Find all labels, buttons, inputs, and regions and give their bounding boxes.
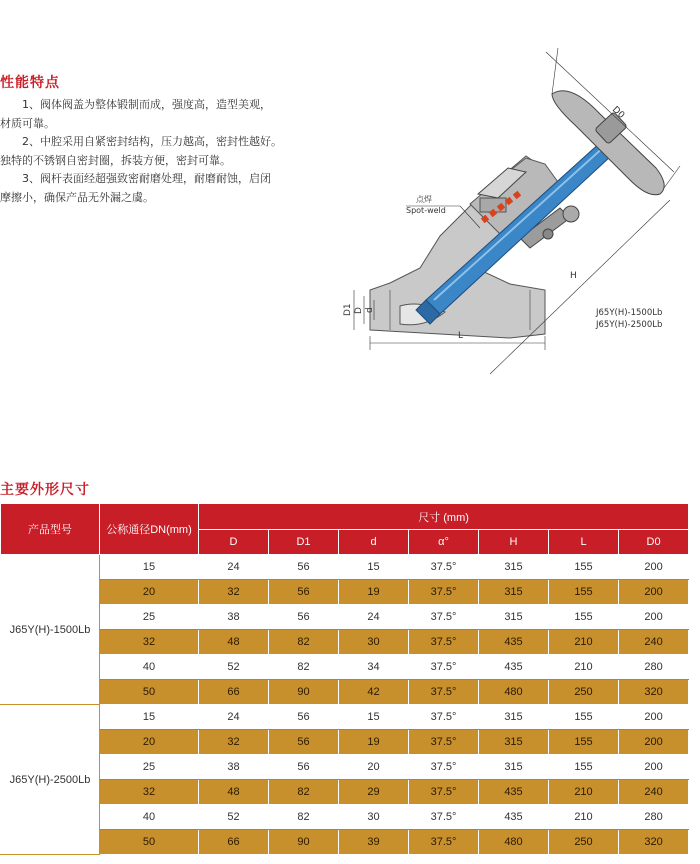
spot-weld-cn-label: 点焊 [416, 195, 432, 204]
cell-a: 37.5° [409, 705, 479, 730]
cell-l: 210 [549, 630, 619, 655]
table-row [1, 830, 689, 855]
cell-d: 20 [339, 755, 409, 780]
cell-d: 34 [339, 655, 409, 680]
cell-l: 155 [549, 580, 619, 605]
cell-d: 52 [199, 655, 269, 680]
model-cell: J65Y(H)-2500Lb [1, 705, 100, 855]
cell-l: 210 [549, 655, 619, 680]
cell-h: 435 [479, 780, 549, 805]
cell-d: 66 [199, 830, 269, 855]
cell-d1: 56 [269, 705, 339, 730]
model-label-1500: J65Y(H)-1500Lb [596, 308, 663, 318]
feature-line: 2、中腔采用自紧密封结构，压力越高，密封性越好。 [22, 135, 282, 149]
cell-d: 48 [199, 630, 269, 655]
feature-line: 摩擦小，确保产品无外漏之虞。 [0, 190, 154, 204]
table-row [1, 555, 689, 580]
cell-d: 19 [339, 580, 409, 605]
d0-label: D0 [609, 104, 627, 121]
cell-d1: 56 [269, 580, 339, 605]
cell-l: 155 [549, 755, 619, 780]
cell-h: 480 [479, 680, 549, 705]
d-inner-label: d [365, 307, 375, 313]
cell-d: 15 [339, 555, 409, 580]
cell-h: 315 [479, 580, 549, 605]
cell-d: 32 [199, 580, 269, 605]
cell-d0: 280 [619, 655, 689, 680]
cell-d0: 200 [619, 580, 689, 605]
cell-dn: 50 [100, 830, 199, 855]
cell-d0: 200 [619, 705, 689, 730]
cell-h: 435 [479, 805, 549, 830]
cell-a: 37.5° [409, 605, 479, 630]
d-outer-label: D [354, 307, 364, 314]
features-title: 性能特点 [0, 75, 60, 91]
header-model: 产品型号 [1, 504, 100, 555]
table-row [1, 780, 689, 805]
cell-h: 435 [479, 655, 549, 680]
cell-h: 315 [479, 705, 549, 730]
cell-dn: 50 [100, 680, 199, 705]
cell-d: 30 [339, 805, 409, 830]
cell-a: 37.5° [409, 580, 479, 605]
col-header: D [199, 530, 269, 555]
cell-d: 42 [339, 680, 409, 705]
dimensions-table [0, 503, 689, 855]
cell-l: 210 [549, 780, 619, 805]
cell-l: 250 [549, 830, 619, 855]
valve-diagram [330, 38, 700, 383]
h-label: H [570, 271, 577, 281]
table-row [1, 680, 689, 705]
cell-h: 315 [479, 730, 549, 755]
cell-dn: 40 [100, 805, 199, 830]
dimensions-title: 主要外形尺寸 [0, 482, 90, 498]
cell-d: 32 [199, 730, 269, 755]
cell-d: 24 [199, 705, 269, 730]
cell-l: 155 [549, 605, 619, 630]
cell-dn: 25 [100, 605, 199, 630]
cell-d: 15 [339, 705, 409, 730]
table-row [1, 705, 689, 730]
cell-l: 155 [549, 555, 619, 580]
table-row [1, 630, 689, 655]
col-header: L [549, 530, 619, 555]
col-header: d [339, 530, 409, 555]
cell-d0: 200 [619, 555, 689, 580]
cell-d0: 200 [619, 605, 689, 630]
cell-d1: 56 [269, 605, 339, 630]
cell-d: 38 [199, 755, 269, 780]
table-row [1, 730, 689, 755]
cell-d0: 200 [619, 755, 689, 780]
col-header: D0 [619, 530, 689, 555]
table-row [1, 605, 689, 630]
cell-d1: 90 [269, 830, 339, 855]
cell-d1: 56 [269, 555, 339, 580]
cell-a: 37.5° [409, 630, 479, 655]
cell-d: 30 [339, 630, 409, 655]
features-text [0, 96, 300, 208]
cell-l: 210 [549, 805, 619, 830]
d1-label: D1 [343, 303, 353, 316]
cell-d: 38 [199, 605, 269, 630]
cell-d1: 82 [269, 630, 339, 655]
cell-d0: 240 [619, 630, 689, 655]
feature-line: 1、阀体阀盖为整体锻制而成，强度高，造型美观， [22, 98, 271, 111]
cell-dn: 32 [100, 780, 199, 805]
cell-a: 37.5° [409, 730, 479, 755]
col-header: D1 [269, 530, 339, 555]
feature-line: 独特的不锈钢自密封圈，拆装方便，密封可靠。 [0, 153, 231, 167]
cell-d1: 82 [269, 655, 339, 680]
cell-dn: 32 [100, 630, 199, 655]
cell-d1: 90 [269, 680, 339, 705]
cell-a: 37.5° [409, 555, 479, 580]
header-dn: 公称通径DN(mm) [100, 504, 199, 555]
cell-d1: 82 [269, 780, 339, 805]
model-label-2500: J65Y(H)-2500Lb [596, 320, 663, 330]
cell-dn: 20 [100, 580, 199, 605]
cell-a: 37.5° [409, 805, 479, 830]
cell-d: 29 [339, 780, 409, 805]
cell-d: 48 [199, 780, 269, 805]
cell-a: 37.5° [409, 680, 479, 705]
cell-d1: 82 [269, 805, 339, 830]
cell-d0: 240 [619, 780, 689, 805]
cell-d: 52 [199, 805, 269, 830]
cell-l: 155 [549, 705, 619, 730]
cell-l: 155 [549, 730, 619, 755]
cell-h: 315 [479, 555, 549, 580]
cell-h: 315 [479, 605, 549, 630]
col-header: α° [409, 530, 479, 555]
cell-l: 250 [549, 680, 619, 705]
cell-d0: 320 [619, 830, 689, 855]
cell-a: 37.5° [409, 780, 479, 805]
header-size: 尺寸 (mm) [199, 504, 689, 530]
cell-d1: 56 [269, 730, 339, 755]
col-header: H [479, 530, 549, 555]
cell-dn: 25 [100, 755, 199, 780]
l-label: L [458, 331, 464, 341]
cell-dn: 40 [100, 655, 199, 680]
cell-dn: 15 [100, 555, 199, 580]
cell-d0: 200 [619, 730, 689, 755]
table-row [1, 580, 689, 605]
cell-d: 39 [339, 830, 409, 855]
cell-h: 315 [479, 755, 549, 780]
table-row [1, 755, 689, 780]
cell-d1: 56 [269, 755, 339, 780]
cell-d: 66 [199, 680, 269, 705]
cell-d0: 320 [619, 680, 689, 705]
feature-line: 材质可靠。 [0, 116, 55, 130]
cell-d: 19 [339, 730, 409, 755]
cell-h: 435 [479, 630, 549, 655]
cell-d0: 280 [619, 805, 689, 830]
spot-weld-en-label: Spot-weld [406, 206, 446, 215]
feature-line: 3、阀杆表面经超强致密耐磨处理，耐磨耐蚀，启闭 [22, 172, 271, 186]
model-cell: J65Y(H)-1500Lb [1, 555, 100, 705]
cell-d: 24 [339, 605, 409, 630]
table-row [1, 655, 689, 680]
cell-d: 24 [199, 555, 269, 580]
cell-dn: 15 [100, 705, 199, 730]
table-row [1, 805, 689, 830]
cell-a: 37.5° [409, 655, 479, 680]
cell-a: 37.5° [409, 830, 479, 855]
cell-h: 480 [479, 830, 549, 855]
cell-dn: 20 [100, 730, 199, 755]
cell-a: 37.5° [409, 755, 479, 780]
